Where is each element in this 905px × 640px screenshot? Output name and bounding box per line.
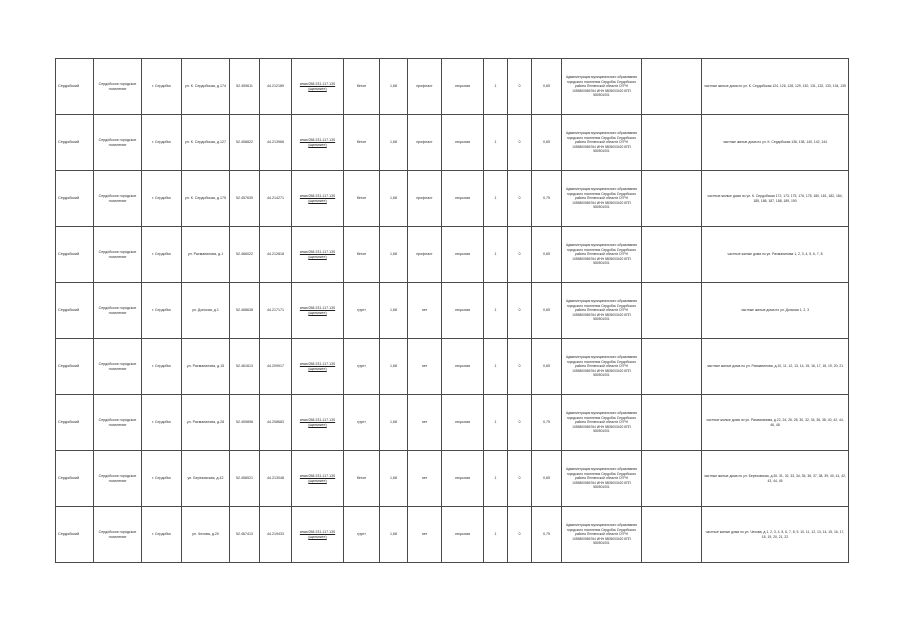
address-cell: ул. Рахманинова, д.1 <box>182 227 230 283</box>
site-type-cell: открытая <box>442 451 484 507</box>
latitude-cell: 52.467413 <box>230 507 260 563</box>
bunker-count-cell: 0 <box>508 171 532 227</box>
map-link[interactable]: www.058.231.117.130 (щелкните) <box>299 417 336 427</box>
served-addresses-cell: частные жилые дома по ул. К. Сердобская 172, 173, 175, 176, 178, 180, 181, 182, 184, 185, 186, 187, 188, 189, 190 <box>702 171 849 227</box>
blank-cell <box>642 451 702 507</box>
bunker-count-cell: 0 <box>508 451 532 507</box>
latitude-cell: 52.459611 <box>230 59 260 115</box>
blank-cell <box>642 507 702 563</box>
district-cell: Сердобский <box>56 507 94 563</box>
table-row <box>56 283 849 339</box>
site-type-cell: открытая <box>442 395 484 451</box>
table-row <box>56 339 849 395</box>
registry-sheet <box>55 58 849 563</box>
surface-cell: грунт <box>344 283 380 339</box>
surface-cell: грунт <box>344 339 380 395</box>
fence-cell: нет <box>408 283 442 339</box>
locality-cell: г. Сердобск <box>142 115 182 171</box>
latitude-cell: 52.458921 <box>230 451 260 507</box>
site-type-cell: открытая <box>442 283 484 339</box>
latitude-cell: 52.468638 <box>230 283 260 339</box>
district-cell: Сердобский <box>56 171 94 227</box>
latitude-cell: 52.459898 <box>230 395 260 451</box>
address-cell: ул. К. Сердобская, д.174 <box>182 59 230 115</box>
blank-cell <box>642 115 702 171</box>
volume-cell: 0,65 <box>532 339 562 395</box>
longitude-cell: 44.219433 <box>260 507 292 563</box>
waste-site-registry-table <box>55 58 849 563</box>
owner-cell: Администрация муниципального образования городского поселения Сердобск Сердобского района Пензенской области ОГРН 1055800556764 ИНН 5805003420 КПП 580501001 <box>562 115 642 171</box>
table-row <box>56 507 849 563</box>
map-link-cell <box>292 283 344 339</box>
site-type-cell: открытая <box>442 507 484 563</box>
locality-cell: г. Сердобск <box>142 59 182 115</box>
area-cell: 1,68 <box>380 171 408 227</box>
blank-cell <box>642 227 702 283</box>
owner-cell: Администрация муниципального образования городского поселения Сердобск Сердобского района Пензенской области ОГРН 1055800556764 ИНН 5805003420 КПП 580501001 <box>562 283 642 339</box>
fence-cell: нет <box>408 395 442 451</box>
container-count-cell: 1 <box>484 339 508 395</box>
settlement-cell: Сердобское городское поселение <box>94 507 142 563</box>
address-cell: ул. Рахманинова, д.28 <box>182 395 230 451</box>
settlement-cell: Сердобское городское поселение <box>94 395 142 451</box>
site-type-cell: открытая <box>442 227 484 283</box>
site-type-cell: открытая <box>442 59 484 115</box>
site-type-cell: открытая <box>442 171 484 227</box>
blank-cell <box>642 59 702 115</box>
table-row <box>56 171 849 227</box>
blank-cell <box>642 283 702 339</box>
volume-cell: 0,65 <box>532 283 562 339</box>
map-link[interactable]: www.058.231.117.130 (щелкните) <box>299 305 336 315</box>
container-count-cell: 1 <box>484 451 508 507</box>
address-cell: ул. К. Сердобская, д.127 <box>182 115 230 171</box>
area-cell: 1,68 <box>380 339 408 395</box>
fence-cell: нет <box>408 507 442 563</box>
owner-cell: Администрация муниципального образования городского поселения Сердобск Сердобского района Пензенской области ОГРН 1055800556764 ИНН 5805003420 КПП 580501001 <box>562 171 642 227</box>
owner-cell: Администрация муниципального образования городского поселения Сердобск Сердобского района Пензенской области ОГРН 1055800556764 ИНН 5805003420 КПП 580501001 <box>562 59 642 115</box>
surface-cell: бетон <box>344 227 380 283</box>
longitude-cell: 44.213966 <box>260 115 292 171</box>
owner-cell: Администрация муниципального образования городского поселения Сердобск Сердобского района Пензенской области ОГРН 1055800556764 ИНН 5805003420 КПП 580501001 <box>562 227 642 283</box>
map-link-cell <box>292 115 344 171</box>
served-addresses-cell: частные жилые дома по ул. Чехова, д.1, 2, 3, 4, 5, 6, 7, 8, 9, 10, 11, 12, 13, 14, 15, 16, 17, 18, 19, 20, 21, 22 <box>702 507 849 563</box>
map-link[interactable]: www.058.231.117.130 (щелкните) <box>299 137 336 147</box>
blank-cell <box>642 171 702 227</box>
container-count-cell: 1 <box>484 227 508 283</box>
fence-cell: профнаст <box>408 227 442 283</box>
address-cell: ул. К. Сердобская, д.175 <box>182 171 230 227</box>
district-cell: Сердобский <box>56 451 94 507</box>
surface-cell: грунт <box>344 395 380 451</box>
blank-cell <box>642 395 702 451</box>
registry-body <box>56 59 849 563</box>
served-addresses-cell: частные жилые дома по ул. Рахманинова 1, 2, 3, 4, 5, 6, 7, 8 <box>702 227 849 283</box>
settlement-cell: Сердобское городское поселение <box>94 115 142 171</box>
fence-cell: нет <box>408 339 442 395</box>
longitude-cell: 44.208683 <box>260 395 292 451</box>
container-count-cell: 1 <box>484 115 508 171</box>
address-cell: ул. Чехова, д.20 <box>182 507 230 563</box>
volume-cell: 0,65 <box>532 451 562 507</box>
locality-cell: г. Сердобск <box>142 283 182 339</box>
longitude-cell: 44.217171 <box>260 283 292 339</box>
area-cell: 1,68 <box>380 59 408 115</box>
latitude-cell: 52.457639 <box>230 171 260 227</box>
surface-cell: бетон <box>344 171 380 227</box>
container-count-cell: 1 <box>484 283 508 339</box>
district-cell: Сердобский <box>56 283 94 339</box>
table-row <box>56 227 849 283</box>
district-cell: Сердобский <box>56 59 94 115</box>
district-cell: Сердобский <box>56 227 94 283</box>
table-row <box>56 115 849 171</box>
bunker-count-cell: 0 <box>508 507 532 563</box>
container-count-cell: 1 <box>484 507 508 563</box>
settlement-cell: Сердобское городское поселение <box>94 59 142 115</box>
fence-cell: профнаст <box>408 171 442 227</box>
locality-cell: г. Сердобск <box>142 507 182 563</box>
served-addresses-cell: частные жилые дома по ул. Рахманинова, д.22, 24, 26, 28, 30, 32, 34, 36, 38, 40, 42, 44, 46, 48 <box>702 395 849 451</box>
map-link[interactable]: www.058.231.117.130 (щелкните) <box>299 193 336 203</box>
bunker-count-cell: 0 <box>508 339 532 395</box>
served-addresses-cell: частные жилые дома по ул. Рахманинова, д.10, 11, 12, 13, 14, 15, 16, 17, 18, 19, 20, 21 <box>702 339 849 395</box>
blank-cell <box>642 339 702 395</box>
settlement-cell: Сердобское городское поселение <box>94 283 142 339</box>
volume-cell: 0,65 <box>532 59 562 115</box>
owner-cell: Администрация муниципального образования городского поселения Сердобск Сердобского района Пензенской области ОГРН 1055800556764 ИНН 5805003420 КПП 580501001 <box>562 507 642 563</box>
fence-cell: нет <box>408 451 442 507</box>
settlement-cell: Сердобское городское поселение <box>94 451 142 507</box>
bunker-count-cell: 0 <box>508 227 532 283</box>
container-count-cell: 1 <box>484 59 508 115</box>
map-link-cell <box>292 395 344 451</box>
address-cell: ул. Донская, д.1 <box>182 283 230 339</box>
container-count-cell: 1 <box>484 395 508 451</box>
surface-cell: бетон <box>344 59 380 115</box>
bunker-count-cell: 0 <box>508 283 532 339</box>
surface-cell: бетон <box>344 451 380 507</box>
longitude-cell: 44.214271 <box>260 171 292 227</box>
fence-cell: профнаст <box>408 59 442 115</box>
volume-cell: 0,65 <box>532 115 562 171</box>
bunker-count-cell: 0 <box>508 59 532 115</box>
address-cell: ул. Березовская, д.42 <box>182 451 230 507</box>
locality-cell: г. Сердобск <box>142 395 182 451</box>
map-link[interactable]: www.058.231.117.130 (щелкните) <box>299 529 336 539</box>
served-addresses-cell: частные жилые дома по ул. Донская 1, 2, 3 <box>702 283 849 339</box>
settlement-cell: Сердобское городское поселение <box>94 339 142 395</box>
locality-cell: г. Сердобск <box>142 339 182 395</box>
served-addresses-cell: частные жилые дома по ул. К. Сердобская 124, 126, 128, 129, 130, 131, 132, 133, 134, 135 <box>702 59 849 115</box>
address-cell: ул. Рахманинова, д.15 <box>182 339 230 395</box>
map-link[interactable]: www.058.231.117.130 (щелкните) <box>299 249 336 259</box>
area-cell: 1,68 <box>380 395 408 451</box>
district-cell: Сердобский <box>56 115 94 171</box>
settlement-cell: Сердобское городское поселение <box>94 171 142 227</box>
surface-cell: грунт <box>344 507 380 563</box>
volume-cell: 0,75 <box>532 171 562 227</box>
longitude-cell: 44.213048 <box>260 451 292 507</box>
latitude-cell: 52.461613 <box>230 339 260 395</box>
map-link-cell <box>292 507 344 563</box>
owner-cell: Администрация муниципального образования городского поселения Сердобск Сердобского района Пензенской области ОГРН 1055800556764 ИНН 5805003420 КПП 580501001 <box>562 339 642 395</box>
area-cell: 1,68 <box>380 507 408 563</box>
bunker-count-cell: 0 <box>508 395 532 451</box>
container-count-cell: 1 <box>484 171 508 227</box>
served-addresses-cell: частные жилые дома по ул. Березовская, д.30, 31, 32, 33, 34, 35, 36, 37, 38, 39, 40, 41, 42, 43, 44, 45 <box>702 451 849 507</box>
site-type-cell: открытая <box>442 339 484 395</box>
volume-cell: 0,75 <box>532 507 562 563</box>
map-link-cell <box>292 451 344 507</box>
volume-cell: 0,65 <box>532 227 562 283</box>
district-cell: Сердобский <box>56 339 94 395</box>
district-cell: Сердобский <box>56 395 94 451</box>
table-row <box>56 451 849 507</box>
owner-cell: Администрация муниципального образования городского поселения Сердобск Сердобского района Пензенской области ОГРН 1055800556764 ИНН 5805003420 КПП 580501001 <box>562 451 642 507</box>
area-cell: 1,68 <box>380 451 408 507</box>
bunker-count-cell: 0 <box>508 115 532 171</box>
area-cell: 1,68 <box>380 227 408 283</box>
map-link[interactable]: www.058.231.117.130 (щелкните) <box>299 361 336 371</box>
longitude-cell: 44.212189 <box>260 59 292 115</box>
map-link-cell <box>292 227 344 283</box>
volume-cell: 0,75 <box>532 395 562 451</box>
latitude-cell: 52.458822 <box>230 115 260 171</box>
longitude-cell: 44.212818 <box>260 227 292 283</box>
map-link[interactable]: www.058.231.117.130 (щелкните) <box>299 473 336 483</box>
settlement-cell: Сердобское городское поселение <box>94 227 142 283</box>
locality-cell: г. Сердобск <box>142 171 182 227</box>
map-link-cell <box>292 59 344 115</box>
latitude-cell: 52.466022 <box>230 227 260 283</box>
site-type-cell: открытая <box>442 115 484 171</box>
surface-cell: бетон <box>344 115 380 171</box>
locality-cell: г. Сердобск <box>142 451 182 507</box>
area-cell: 1,68 <box>380 283 408 339</box>
map-link-cell <box>292 171 344 227</box>
area-cell: 1,68 <box>380 115 408 171</box>
table-row <box>56 59 849 115</box>
locality-cell: г. Сердобск <box>142 227 182 283</box>
map-link[interactable]: www.058.231.117.130 (щелкните) <box>299 81 336 91</box>
owner-cell: Администрация муниципального образования городского поселения Сердобск Сердобского района Пензенской области ОГРН 1055800556764 ИНН 5805003420 КПП 580501001 <box>562 395 642 451</box>
table-row <box>56 395 849 451</box>
longitude-cell: 44.209917 <box>260 339 292 395</box>
served-addresses-cell: частные жилые дома по ул. К. Сердобская 136, 138, 140, 142, 144 <box>702 115 849 171</box>
fence-cell: профнаст <box>408 115 442 171</box>
map-link-cell <box>292 339 344 395</box>
